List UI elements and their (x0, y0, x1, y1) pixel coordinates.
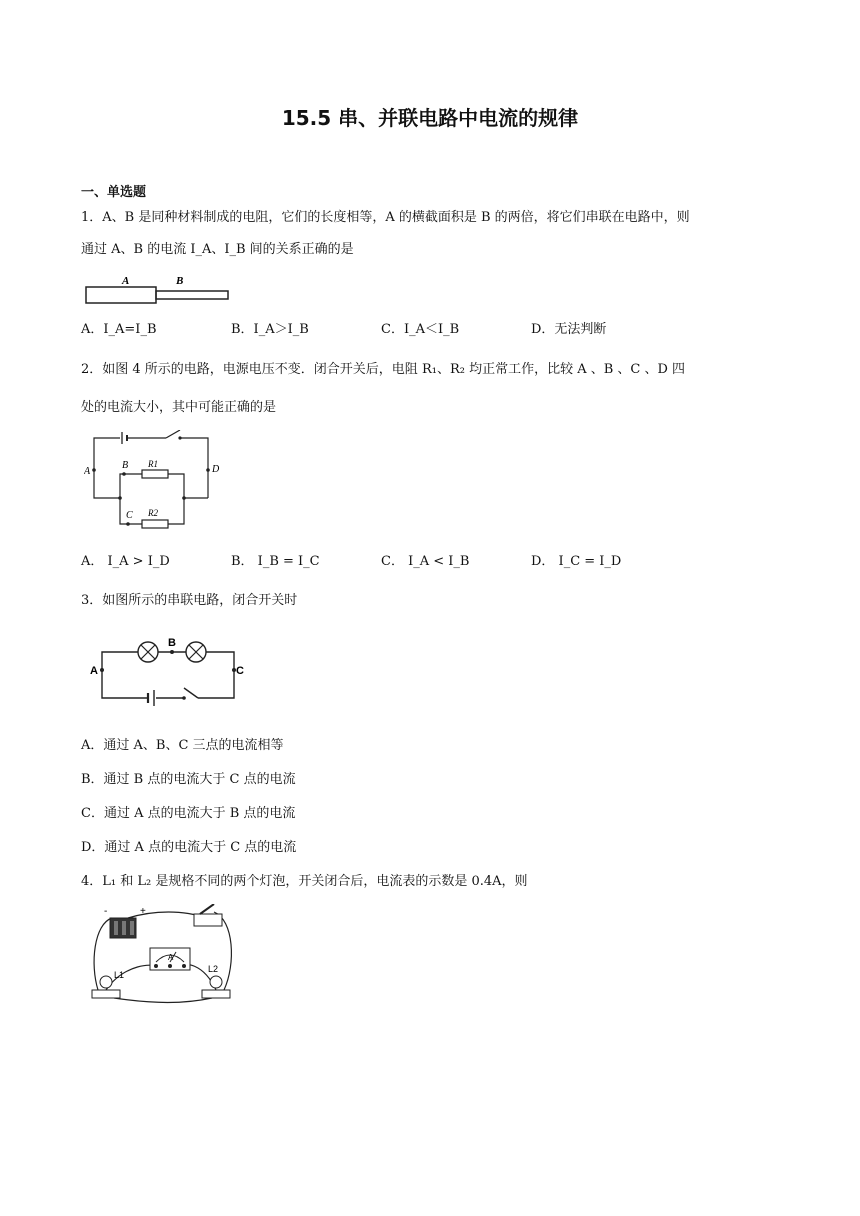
q2-label-r2: R2 (148, 508, 158, 518)
q3-option-d: D．通过 A 点的电流大于 C 点的电流 (81, 840, 297, 855)
q2-option-c: C． I_A < I_B (381, 554, 470, 569)
q3-line1: 3．如图所示的串联电路，闭合开关时 (81, 593, 298, 608)
q1-figure (84, 273, 232, 307)
q2-option-d: D． I_C = I_D (531, 554, 622, 569)
q3-option-a: A．通过 A、B、C 三点的电流相等 (81, 738, 284, 753)
q3-label-c: C (236, 665, 244, 677)
q4-label-l1: L1 (114, 970, 125, 980)
q1-option-a: A．I_A=I_B (81, 322, 157, 337)
q4-label-ammeter: A (168, 953, 174, 962)
q2-label-r1: R1 (148, 459, 158, 469)
q1-label-b: B (176, 275, 184, 287)
q2-label-d: D (212, 464, 220, 475)
q2-line2: 处的电流大小，其中可能正确的是 (81, 400, 277, 415)
q1-option-d: D．无法判断 (531, 322, 607, 337)
section-heading: 一、单选题 (81, 185, 147, 200)
q3-figure (88, 632, 248, 708)
q4-figure (84, 904, 244, 1004)
q2-option-a: A． I_A > I_D (81, 554, 170, 569)
q4-label-minus: - (104, 906, 108, 917)
q1-line1: 1．A、B 是同种材料制成的电阻，它们的长度相等，A 的横截面积是 B 的两倍，将它们串联在电路中，则 (81, 210, 690, 225)
q4-line1: 4．L₁ 和 L₂ 是规格不同的两个灯泡，开关闭合后，电流表的示数是 0.4A，则 (81, 874, 528, 889)
page-title: 15.5 串、并联电路中电流的规律 (281, 106, 579, 130)
q2-figure (84, 430, 224, 530)
q1-option-c: C．I_A＜I_B (381, 322, 460, 337)
q4-label-plus: + (140, 906, 146, 917)
q4-label-l2: L2 (208, 964, 219, 974)
q2-label-c: C (126, 510, 133, 521)
q3-label-b: B (168, 637, 176, 649)
q3-label-a: A (90, 665, 98, 677)
q3-option-c: C．通过 A 点的电流大于 B 点的电流 (81, 806, 296, 821)
q2-option-b: B． I_B = I_C (231, 554, 320, 569)
q1-option-b: B．I_A＞I_B (231, 322, 309, 337)
q2-label-b: B (122, 460, 129, 471)
q1-line2: 通过 A、B 的电流 I_A、I_B 间的关系正确的是 (81, 242, 354, 257)
q2-line1: 2．如图 4 所示的电路，电源电压不变．闭合开关后，电阻 R₁、R₂ 均正常工作，比较 A 、B 、C 、D 四 (81, 362, 686, 377)
q1-label-a: A (122, 275, 130, 287)
q2-label-a: A (84, 466, 91, 477)
q3-option-b: B．通过 B 点的电流大于 C 点的电流 (81, 772, 296, 787)
